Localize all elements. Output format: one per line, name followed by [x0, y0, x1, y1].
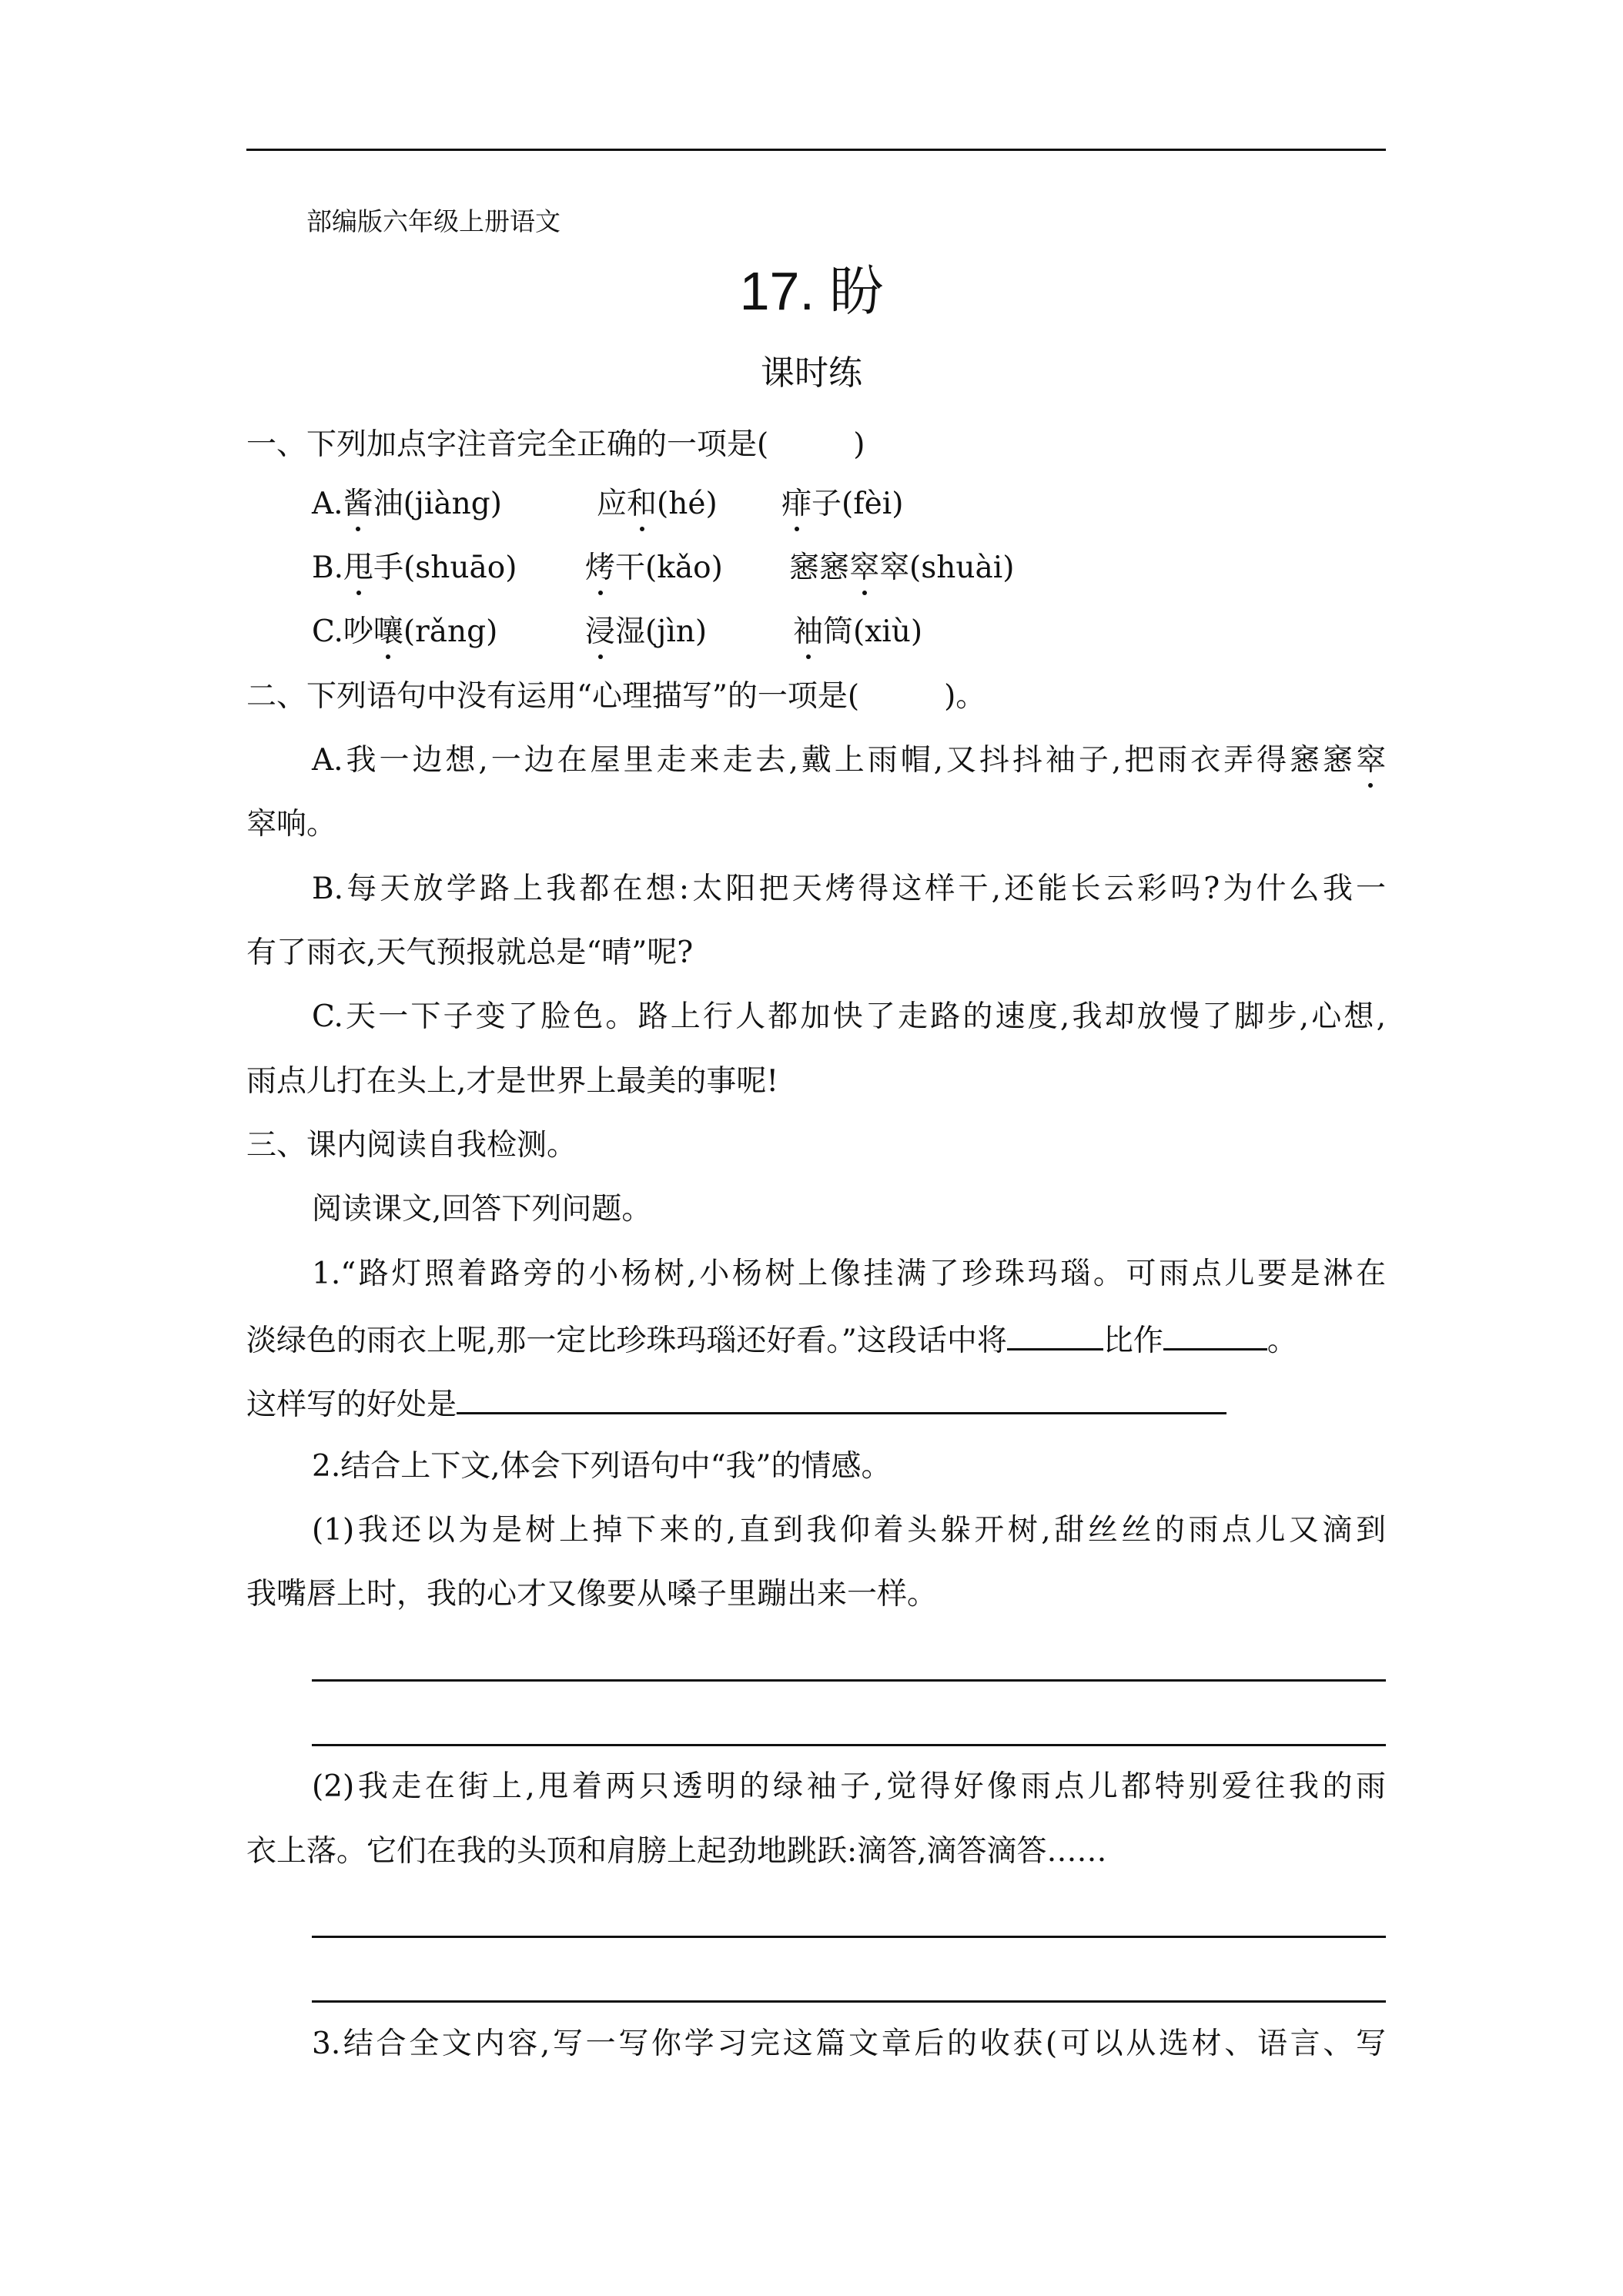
answer-line[interactable]	[312, 1679, 1386, 1682]
dotted-char: 甩	[343, 549, 373, 587]
q3-item2-2-line2: 衣上落。它们在我的头顶和肩膀上起劲地跳跃:滴答,滴答滴答……	[246, 1834, 1107, 1869]
q1-stem: 一、下列加点字注音完全正确的一项是( )	[246, 427, 865, 462]
q1-option-a: A.酱油(jiàng) 应和(hé) 痱子(fèi)	[312, 485, 1386, 524]
answer-line[interactable]	[312, 1744, 1386, 1746]
answer-line[interactable]	[312, 1936, 1386, 1938]
q2-option-c-line2: 雨点儿打在头上,才是世界上最美的事呢!	[246, 1064, 779, 1099]
fill-blank[interactable]	[1007, 1319, 1103, 1350]
q1-option-c: C.吵嚷(rǎng) 浸湿(jìn) 袖筒(xiù)	[312, 613, 1386, 651]
page-title: 17. 盼	[739, 261, 884, 321]
q3-item2-1-line1: (1)我还以为是树上掉下来的,直到我仰着头躲开树,甜丝丝的雨点儿又滴到	[312, 1513, 1386, 1548]
q3-item3-line1: 3.结合全文内容,写一写你学习完这篇文章后的收获(可以从选材、语言、写	[312, 2027, 1386, 2061]
dotted-char: 嚷	[373, 613, 403, 651]
subject-label: 部编版六年级上册语文	[306, 206, 561, 236]
dotted-char: 窣	[849, 549, 879, 587]
dotted-char: 袖	[793, 613, 823, 651]
dotted-char: 酱	[343, 485, 373, 524]
q2-option-a-line2: 窣响。	[246, 807, 337, 842]
dotted-char: 浸	[585, 613, 615, 651]
q1-option-b: B.甩手(shuāo) 烤干(kǎo) 窸窸窣窣(shuài)	[312, 549, 1386, 587]
q3-item1-line2: 淡绿色的雨衣上呢,那一定比珍珠玛瑙还好看。”这段话中将 比作 。	[246, 1319, 1386, 1361]
dotted-char: 和	[627, 485, 657, 524]
q2-option-b-line1: B.每天放学路上我都在想:太阳把天烤得这样干,还能长云彩吗?为什么我一	[312, 872, 1386, 906]
dotted-char: 痱	[781, 485, 812, 524]
page-subtitle: 课时练	[761, 353, 862, 393]
header-rule	[246, 149, 1386, 151]
fill-blank[interactable]	[457, 1383, 1226, 1414]
q3-item2-1-line2: 我嘴唇上时，我的心才又像要从嗓子里蹦出来一样。	[246, 1577, 938, 1612]
dotted-char: 窣	[1356, 741, 1386, 780]
q2-option-c-line1: C.天一下子变了脸色。路上行人都加快了走路的速度,我却放慢了脚步,心想,	[312, 999, 1386, 1034]
q2-option-a-line1: A.我一边想,一边在屋里走来走去,戴上雨帽,又抖抖袖子,把雨衣弄得窸窸窣	[312, 741, 1386, 780]
dotted-char: 烤	[585, 549, 615, 587]
q2-option-b-line2: 有了雨衣,天气预报就总是“晴”呢?	[246, 935, 694, 970]
fill-blank[interactable]	[1163, 1319, 1267, 1350]
q3-item1-line1: 1.“路灯照着路旁的小杨树,小杨树上像挂满了珍珠玛瑙。可雨点儿要是淋在	[312, 1257, 1386, 1291]
q3-item2-stem: 2.结合上下文,体会下列语句中“我”的情感。	[312, 1449, 892, 1484]
answer-line[interactable]	[312, 2000, 1386, 2003]
q3-item2-2-line1: (2)我走在街上,甩着两只透明的绿袖子,觉得好像雨点儿都特别爱往我的雨	[312, 1769, 1386, 1804]
q3-instruction: 阅读课文,回答下列问题。	[312, 1192, 652, 1227]
q3-heading: 三、课内阅读自我检测。	[246, 1128, 577, 1163]
q3-item1-line3: 这样写的好处是	[246, 1383, 1386, 1424]
q2-stem: 二、下列语句中没有运用“心理描写”的一项是( )。	[246, 679, 986, 714]
